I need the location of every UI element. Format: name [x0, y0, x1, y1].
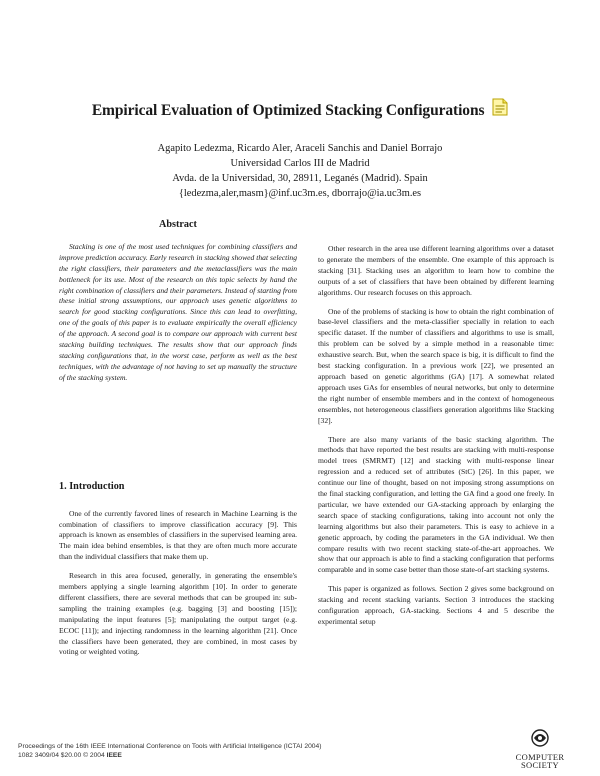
computer-society-logo	[505, 728, 575, 772]
address: Avda. de la Universidad, 30, 28911, Leganés (Madrid). Spain	[172, 173, 428, 184]
right-paragraph-1: Other research in the area use different learning algorithms over a dataset to generate the members of the ensemble. One example of this approach is stacking [31]. Stacking uses an algorithm to learn how to combine the outputs of a set of classifiers that have been obtained by different learning algorithms. Our research focuses on this approach.	[318, 244, 554, 297]
abstract-heading: Abstract	[159, 219, 197, 230]
paper-title	[0, 100, 600, 123]
right-column	[318, 214, 554, 636]
affiliation: Universidad Carlos III de Madrid	[230, 158, 370, 169]
section-heading-introduction: 1. Introduction	[59, 480, 125, 492]
logo-text-line1: COMPUTER	[515, 752, 565, 762]
emails: {ledezma,aler,masm}@inf.uc3m.es, dborrajo@ia.uc3m.es	[178, 188, 422, 199]
intro-paragraph-2: Research in this area focused, generally, in generating the ensemble's members applying a single learning algorithm [10]. In order to generate different classifiers, there are several methods that can be grouped in: sub-sampling the training examples (e.g. bagging [3] and boosting [15]); manipulating the input features [5]; manipulating the output target (e.g. ECOC [11]); and injecting randomness in the learning algorithm [21]. Once the classifiers have been generated, they are combined, in most cases by voting or weighted voting.	[59, 571, 297, 657]
title-text: Empirical Evaluation of Optimized Stacking Configurations	[91, 102, 485, 120]
right-paragraph-2: One of the problems of stacking is how to obtain the right combination of base-level classifiers and the meta-classifier specially in relation to each specific dataset. If the number of classifiers and algorithms to use is small, this problem can be solved by a simple method in a reasonable time: exhaustive search. But, when the search space is big, it is difficult to find the best stacking configuration. In a previous work [22], we presented an approach based on genetic algorithms (GA) [17]. A somewhat related approach uses GAs for ensembles of neural networks, but only to determine the right number of ensemble members and in the context of homogeneous ensembles, not heterogeneous classifiers generation algorithms like Stacking [32].	[318, 306, 554, 425]
page-footer	[18, 742, 321, 760]
abstract-text: Stacking is one of the most used techniques for combining classifiers and improve prediction accuracy. Early research in stacking showed that selecting the right classifiers, their parameters and the metaclassifiers was the main bottleneck for its use. Most of the research on this topic selects by hand the right combination of classifiers and their parameters. Instead of starting from these initial strong assumptions, our approach uses genetic algorithms to search for good stacking configurations. Since this can lead to overfitting, one of the goals of this paper is to evaluate empirically the overall efficiency of the approach. A second goal is to compare our approach with current best stacking building techniques. The results show that our approach finds stacking configurations that, in the worst case, perform as well as the best techniques, with the advantage of not having to set up manually the structure of the stacking system.	[59, 241, 297, 382]
logo-text-line2: SOCIETY	[521, 760, 559, 770]
footer-copyright-text: 1082 3409/04 $20.00 © 2004	[18, 752, 105, 759]
footer-publisher: IEEE	[106, 752, 122, 759]
right-paragraph-3: There are also many variants of the basic stacking algorithm. The methods that have reported the best results are stacking with multi-response model trees (SMRMT) [12] and stacking with multi-response linear regression and a reduced set of attributes (StC) [26]. In this paper, we continue our line of thought, based on not imposing strong assumptions on the final stacking configuration, and letting the GA find a good one freely. In particular, we have extended our GA-stacking approach by enlarging the search space of stacking configurations, taking into account not only the learning algorithms but also their parameters. This is easy to achieve in a genetic approach, by coding the parameters in the GA individual. We then compare results with two recent stacking state-of-the-art approaches. We show that our approach is able to find a stacking configuration that performs comparable and in some case better than those state-of-art stacking systems.	[318, 434, 554, 575]
intro-paragraph-1: One of the currently favored lines of research in Machine Learning is the combination of classifiers to improve classification accuracy [9]. This approach is known as ensembles of classifiers in the supervised learning area. The main idea behind ensembles, is that they are often much more accurate than the individual classifiers that make them up.	[59, 508, 297, 562]
note-icon[interactable]	[492, 98, 508, 121]
footer-proceedings: Proceedings of the 16th IEEE International Conference on Tools with Artificial Intelligence (ICTAI 2004)	[18, 743, 322, 750]
footer-copyright	[18, 751, 321, 760]
right-paragraph-4: This paper is organized as follows. Section 2 gives some background on stacking and recent stacking variants. Section 3 introduces the stacking configuration approach, GA-stacking. Sections 4 and 5 describe the experimental setup	[318, 584, 554, 626]
logo-emblem-icon	[529, 728, 551, 748]
authors: Agapito Ledezma, Ricardo Aler, Araceli Sanchis and Daniel Borrajo	[157, 143, 443, 154]
left-column	[59, 214, 297, 666]
author-block	[0, 141, 600, 201]
